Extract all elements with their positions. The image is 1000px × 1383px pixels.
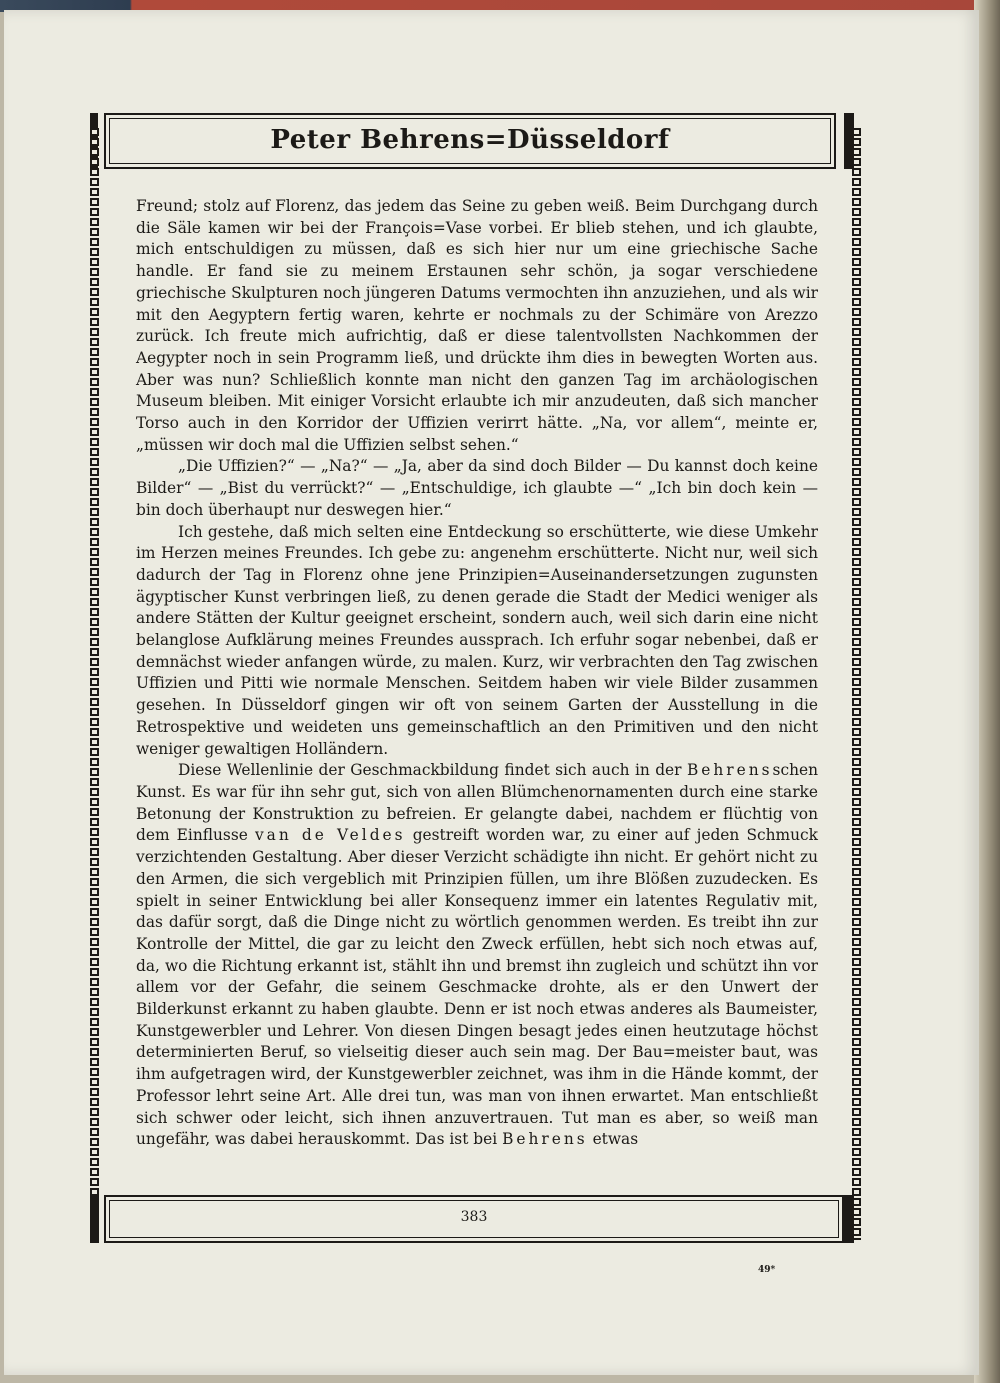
text-run: Diese Wellenlinie der Geschmackbildung findet sich auch in der [178, 761, 687, 780]
footer-right-bar [844, 1195, 854, 1243]
header-frame [104, 113, 836, 169]
body-text [136, 196, 818, 1151]
text-run: etwas [587, 1130, 639, 1149]
signature-mark: 49* [758, 1265, 776, 1275]
name-spaced: van de Veldes [254, 826, 406, 845]
page-number: 383 [460, 1209, 488, 1225]
paragraph [136, 760, 818, 1151]
paragraph: Freund; stolz auf Florenz, das jedem das Seine zu geben weiß. Beim Durchgang durch die Säle kamen wir bei der François=Vase vorbei. Er blieb stehen, und ich glaubte, mich entschuldigen zu müssen, daß es sich hier nur um eine griechische Sache handle. Er fand sie zu meinem Erstaunen sehr schön, ja sogar verschiedene griechische Skulpturen noch jüngeren Datums vermochten ihn anzuziehen, und als wir mit den Aegyptern fertig waren, kehrte er nochmals zu der Schimäre von Arezzo zurück. Ich freute mich aufrichtig, daß er diese talentvollsten Nachkommen der Aegypter noch in sein Programm ließ, und drückte ihm dies in bewegten Worten aus. Aber was nun? Schließlich konnte man nicht den ganzen Tag im archäologischen Museum bleiben. Mit einiger Vorsicht erlaubte ich mir anzudeuten, daß sich mancher Torso auch in den Korridor der Uffizien verirrt hätte. „Na, vor allem“, meinte er, „müssen wir doch mal die Uffizien selbst sehen.“ [136, 197, 818, 454]
name-spaced: Behrens [686, 761, 773, 780]
paragraph: Ich gestehe, daß mich selten eine Entdeckung so erschütterte, wie diese Umkehr im Herzen meines Freundes. Ich gebe zu: angenehm erschütterte. Nicht nur, weil sich dadurch der Tag in Florenz ohne jene Prinzipien=Auseinandersetzungen zugunsten ägyptischer Kunst verbringen ließ, zu denen gerade die Stadt der Medici weniger als andere Stätten der Kultur geeignet erscheint, sondern auch, weil sich darin eine nicht belanglose Aufklärung meines Freundes aussprach. Ich erfuhr sogar nebenbei, daß er demnächst wieder anfangen würde, zu malen. Kurz, wir verbrachten den Tag zwischen Uffizien und Pitti wie normale Menschen. Seitdem haben wir viele Bilder zusammen gesehen. In Düsseldorf gingen wir oft von seinem Garten der Ausstellung in die Retrospektive und weideten uns gemeinschaftlich an den Primitiven und den nicht weniger gewaltigen Holländern. [136, 522, 818, 758]
book-page [4, 10, 979, 1375]
text-run: schen Kunst. Es war für ihn sehr gut, sich von allen Blümchenornamenten durch eine starke Betonung der Konstruktion zu befreien. Er gelangte dabei, nachdem er flüchtig von dem Einflusse [136, 761, 818, 845]
footer-left-bar [90, 1195, 99, 1243]
name-spaced: Behrens [502, 1130, 588, 1149]
page-title: Peter Behrens=Düsseldorf [270, 125, 670, 155]
footer-frame [104, 1195, 844, 1243]
right-ornamental-border [852, 128, 861, 1240]
paragraph: „Die Uffizien?“ — „Na?“ — „Ja, aber da sind doch Bilder — Du kannst doch keine Bilder“ — „Bist du verrückt?“ — „Entschuldige, ich glaubte —“ „Ich bin doch kein — bin doch überhaupt nur deswegen hier.“ [136, 457, 818, 519]
left-ornamental-border [90, 128, 99, 1240]
text-run: gestreift worden war, zu einer auf jeden Schmuck verzichtenden Gestaltung. Aber dieser Verzicht schädigte ihn nicht. Er gehört nicht zu den Armen, die sich vergeblich mit Prinzipien füllen, um ihre Blößen zuzudecken. Es spielt in seiner Entwicklung bei aller Konsequenz immer ein latentes Regulativ mit, das dafür sorgt, daß die Dinge nicht zu wörtlich genommen werden. Es treibt ihn zur Kontrolle der Mittel, die gar zu leicht den Zweck erfüllen, hebt sich noch etwas auf, da, wo die Richtung erkannt ist, stählt ihn und bremst ihn zugleich und schützt ihn vor allem vor der Gefahr, die seinem Geschmacke drohte, als er den Unwert der Bilderkunst erkannt zu haben glaubte. Denn er ist noch etwas anderes als Baumeister, Kunstgewerbler und Lehrer. Von diesen Dingen besagt jedes einen heutzutage höchst determinierten Beruf, so vielseitig dieser auch sein mag. Der Bau=meister baut, was ihm aufgetragen wird, der Kunstgewerbler zeichnet, was ihm in die Hände kommt, der Professor lehrt seine Art. Alle drei tun, was man von ihnen erwartet. Man entschließt sich schwer oder leicht, sich ihnen anzuvertrauen. Tut man es aber, so weiß man ungefähr, was dabei herauskommt. Das ist bei [136, 826, 818, 1149]
